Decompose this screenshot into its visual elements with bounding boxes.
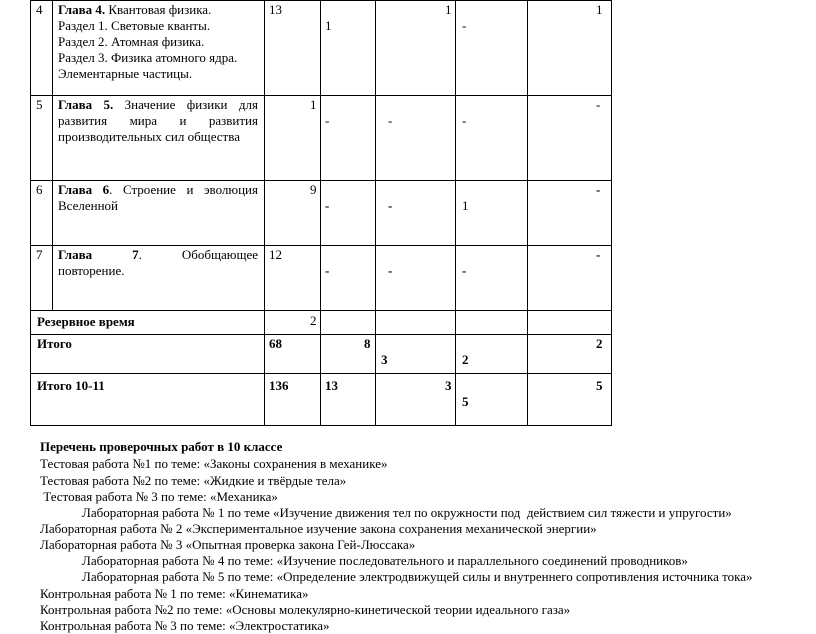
hours-cell: 68	[269, 336, 282, 351]
row-line	[30, 95, 612, 96]
chapter-name: Значение физики для развития мира и развития	[58, 97, 258, 128]
list-item: Лабораторная работа № 3 «Опытная проверка закона Гей-Люссака»	[40, 537, 416, 552]
value-cell: -	[325, 263, 330, 278]
col-line	[527, 0, 528, 426]
chapter-name: . Строение и эволюция	[109, 182, 258, 197]
list-item: Контрольная работа №2 по теме: «Основы молекулярно-кинетической теории идеального газа»	[40, 602, 571, 617]
hours-cell: 9	[310, 182, 317, 197]
value-cell: -	[388, 113, 393, 128]
hours-cell: 2	[310, 313, 317, 328]
value-cell: 1	[596, 2, 603, 17]
row-number: 6	[36, 182, 43, 197]
value-cell: 1	[445, 2, 452, 17]
list-item: Контрольная работа № 1 по теме: «Кинематика»	[40, 586, 309, 601]
value-cell: 3	[445, 378, 452, 393]
chapter-title	[58, 2, 211, 18]
value-cell: -	[462, 18, 467, 33]
list-item: Лабораторная работа № 4 по теме: «Изучение последовательного и параллельного соединений проводников»	[82, 553, 688, 568]
hours-cell: 13	[269, 2, 282, 17]
row-line	[30, 245, 612, 246]
list-item: Лабораторная работа № 1 по теме «Изучение движения тел по окружности под действием сил тяжести и упругости»	[82, 505, 732, 520]
chapter-line: производительных сил общества	[58, 129, 240, 144]
total-1011-label: Итого 10-11	[37, 378, 105, 393]
col-line	[30, 0, 31, 426]
col-line	[375, 0, 376, 426]
list-item: Тестовая работа №1 по теме: «Законы сохранения в механике»	[40, 456, 388, 471]
list-item: Лабораторная работа № 5 по теме: «Определение электродвижущей силы и внутреннего сопротивления источника тока»	[82, 569, 753, 584]
value-cell: -	[596, 182, 601, 197]
hours-cell: 1	[310, 97, 317, 112]
chapter-line: Раздел 3. Физика атомного ядра.	[58, 50, 238, 65]
chapter-title	[58, 97, 258, 129]
row-number: 7	[36, 247, 43, 262]
value-cell: -	[325, 113, 330, 128]
value-cell: -	[462, 113, 467, 128]
chapter-line: повторение.	[58, 263, 125, 278]
value-cell: -	[596, 97, 601, 112]
row-line	[30, 373, 612, 374]
chapter-title	[58, 247, 258, 263]
row-number: 5	[36, 97, 43, 112]
value-cell: 5	[462, 394, 469, 409]
col-line	[611, 0, 612, 426]
value-cell: 1	[325, 18, 332, 33]
total-label: Итого	[37, 336, 72, 351]
list-item: Тестовая работа № 3 по теме: «Механика»	[40, 489, 278, 504]
row-line	[30, 0, 612, 1]
row-line	[30, 180, 612, 181]
value-cell: -	[388, 198, 393, 213]
reserve-label: Резервное время	[37, 314, 135, 329]
chapter-name: Квантовая физика.	[105, 2, 212, 17]
chapter-line: Раздел 1. Световые кванты.	[58, 18, 211, 33]
chapter-line: Элементарные частицы.	[58, 66, 193, 81]
chapter-label: Глава 6	[58, 182, 110, 197]
col-line	[264, 0, 265, 426]
value-cell: 13	[325, 378, 338, 393]
list-item: Контрольная работа № 3 по теме: «Электростатика»	[40, 618, 330, 633]
value-cell: -	[462, 263, 467, 278]
hours-cell: 12	[269, 247, 282, 262]
chapter-title	[58, 182, 258, 198]
chapter-label: Глава 5.	[58, 97, 114, 112]
value-cell: -	[596, 247, 601, 262]
chapter-line: Вселенной	[58, 198, 118, 213]
row-line	[30, 425, 612, 426]
value-cell: 3	[381, 352, 388, 367]
list-item: Тестовая работа №2 по теме: «Жидкие и твёрдые тела»	[40, 473, 347, 488]
value-cell: 1	[462, 198, 469, 213]
col-line	[320, 0, 321, 426]
value-cell: 8	[364, 336, 371, 351]
chapter-name: . Обобщающее	[138, 247, 258, 262]
hours-cell: 136	[269, 378, 289, 393]
value-cell: 2	[596, 336, 603, 351]
chapter-label: Глава 4.	[58, 2, 106, 17]
value-cell: 5	[596, 378, 603, 393]
value-cell: 2	[462, 352, 469, 367]
col-line	[52, 0, 53, 311]
col-line	[455, 0, 456, 426]
chapter-label: Глава 7	[58, 247, 139, 262]
value-cell: -	[325, 198, 330, 213]
list-heading: Перечень проверочных работ в 10 классе	[40, 439, 283, 454]
value-cell: -	[388, 263, 393, 278]
row-number: 4	[36, 2, 43, 17]
row-line	[30, 310, 612, 311]
row-line	[30, 334, 612, 335]
list-item: Лабораторная работа № 2 «Экспериментальное изучение закона сохранения механической энергии»	[40, 521, 597, 536]
chapter-line: Раздел 2. Атомная физика.	[58, 34, 205, 49]
